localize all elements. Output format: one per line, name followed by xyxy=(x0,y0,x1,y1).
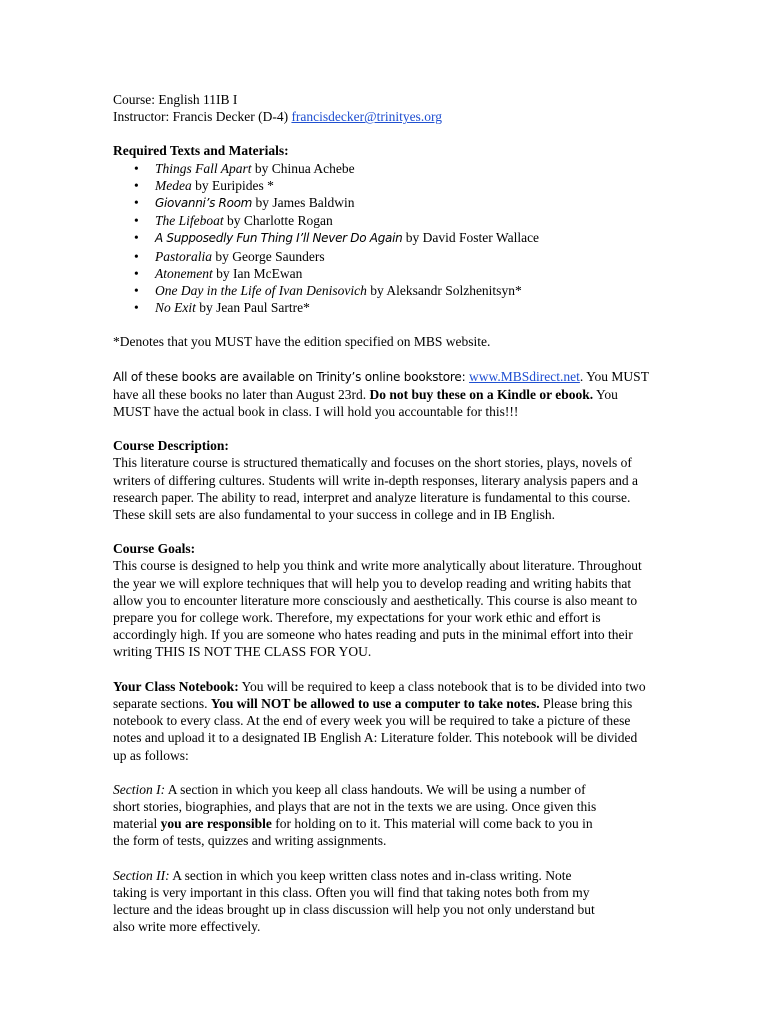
notebook-text: You will be required to keep a class notebook that is to be divided into two separate sections. xyxy=(113,678,646,711)
goals-body: This course is designed to help you think and write more analytically about literature. Throughout the year we will explore techniques that will help you to develop reading and writing habits that allow you to encounter literature more consciously and aesthetically. This course is also meant to prepare you for college work. Therefore, my expectations for your work ethic and effort is accordingly high. If you are someone who hates reading and puts in the minimal effort into their writing THIS IS NOT THE CLASS FOR YOU. xyxy=(113,558,642,660)
section-two-paragraph xyxy=(113,867,608,936)
edition-note: *Denotes that you MUST have the edition specified on MBS website. xyxy=(113,334,491,350)
book-title: Pastoralia xyxy=(155,248,213,264)
book-author: by Jean Paul Sartre* xyxy=(195,300,310,316)
no-computer-warning: You will NOT be allowed to use a computer to take notes. xyxy=(210,695,540,711)
book-author: by Chinua Achebe xyxy=(251,160,355,176)
notebook-paragraph xyxy=(113,678,653,764)
section-two-label: Section II: xyxy=(113,867,170,883)
book-list xyxy=(113,160,653,317)
book-title: The Lifeboat xyxy=(155,213,224,229)
section-one-text-2: for holding on to it. This material will come back to you in the form of tests, quizzes and writing assignments. xyxy=(113,816,593,849)
book-item xyxy=(134,212,653,229)
section-one-label: Section I: xyxy=(113,781,166,797)
book-item xyxy=(134,248,653,265)
section-one-text: A section in which you keep all class handouts. We will be using a number of short stories, biographies, and plays that are not in the texts we are using. Once given this material xyxy=(113,781,597,832)
availability-accountable: You MUST have the actual book in class. I will hold you accountable for this!!! xyxy=(113,386,618,420)
book-item xyxy=(134,160,653,177)
section-two-text: A section in which you keep written class notes and in-class writing. Note taking is very important in this class. Often you will find that taking notes both from my lecture and the ideas brought up in class discussion will help you not only understand but also write more effectively. xyxy=(113,867,595,935)
description-heading: Course Description: xyxy=(113,438,229,454)
book-title: Atonement xyxy=(155,265,213,281)
syllabus-page xyxy=(113,91,653,935)
book-item xyxy=(134,299,653,316)
availability-paragraph xyxy=(113,368,653,421)
book-item xyxy=(134,282,653,299)
book-title: No Exit xyxy=(155,300,196,316)
notebook-heading: Your Class Notebook: xyxy=(113,678,239,694)
mbs-link[interactable]: www.MBSdirect.net xyxy=(469,368,580,384)
book-author: by David Foster Wallace xyxy=(402,230,540,246)
instructor-line xyxy=(113,108,653,125)
instructor-label: Instructor: Francis Decker (D-4) xyxy=(113,109,292,125)
texts-heading: Required Texts and Materials: xyxy=(113,143,289,159)
book-author: by Euripides * xyxy=(191,177,274,193)
book-item xyxy=(134,177,653,194)
book-item xyxy=(134,265,653,282)
book-title: Medea xyxy=(155,177,192,193)
section-one-responsible: you are responsible xyxy=(160,816,272,832)
description-body: This literature course is structured thematically and focuses on the short stories, plays, novels of writers of differing cultures. Students will write in-depth responses, literary analysis papers and a research paper. The ability to read, interpret and analyze literature is fundamental to this course. These skill sets are also fundamental to your success in college and in IB English. xyxy=(113,455,638,523)
book-item xyxy=(134,229,653,247)
book-title: One Day in the Life of Ivan Denisovich xyxy=(155,283,367,299)
book-item xyxy=(134,194,653,212)
book-title: A Supposedly Fun Thing I’ll Never Do Again xyxy=(155,231,403,246)
course-line: Course: English 11IB I xyxy=(113,92,238,107)
book-author: by George Saunders xyxy=(212,248,325,264)
book-title: Giovanni’s Room xyxy=(155,196,253,211)
book-author: by James Baldwin xyxy=(252,195,355,211)
goals-heading: Course Goals: xyxy=(113,541,196,557)
instructor-email-link[interactable]: francisdecker@trinityes.org xyxy=(291,109,442,125)
notebook-text-2: Please bring this notebook to every class. At the end of every week you will be required to take a picture of these notes and upload it to a designated IB English A: Literature folder. This notebook will be divided up as follows: xyxy=(113,695,638,763)
book-title: Things Fall Apart xyxy=(155,160,252,176)
availability-deadline: . You MUST have all these books no later than August 23rd. xyxy=(113,368,649,402)
book-author: by Aleksandr Solzhenitsyn* xyxy=(366,283,522,299)
section-one-paragraph xyxy=(113,781,608,850)
availability-text: All of these books are available on Trinity’s online bookstore: xyxy=(113,369,470,384)
kindle-warning: Do not buy these on a Kindle or ebook. xyxy=(369,386,594,402)
book-author: by Charlotte Rogan xyxy=(223,213,333,229)
book-author: by Ian McEwan xyxy=(212,265,303,281)
